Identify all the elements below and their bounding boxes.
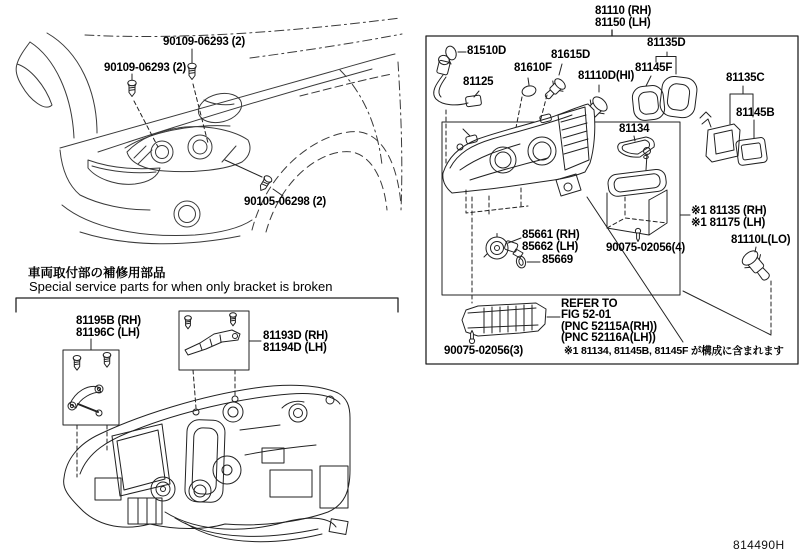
label-85661-85662 xyxy=(522,230,579,253)
label-81135c: 81135C xyxy=(726,72,765,84)
label-81195b-81196c xyxy=(76,316,141,339)
label-85661: 85661 (RH) xyxy=(522,229,580,241)
label-81135d: 81135D xyxy=(647,37,686,49)
label-81135-rh: ※1 81135 (RH) xyxy=(691,205,767,217)
refer-note-line4: (PNC 52116A(LH)) xyxy=(561,332,656,345)
refer-bumper-bracket xyxy=(462,197,560,344)
service-heading-en: Special service parts for when only bracket is broken xyxy=(29,279,333,294)
part-81135-leveling-unit xyxy=(607,148,690,242)
label-screw-90109-top: 90109-06293 (2) xyxy=(163,36,246,48)
label-81193d-81194d xyxy=(263,331,328,354)
label-85662: 85662 (LH) xyxy=(522,240,579,253)
label-81145b: 81145B xyxy=(736,107,775,119)
label-81196c: 81196C (LH) xyxy=(76,326,140,339)
label-81110-rh: 81110 (RH) xyxy=(595,5,652,17)
refer-note-block xyxy=(561,299,657,345)
headlamp-front-view xyxy=(443,104,595,216)
label-81610f: 81610F xyxy=(514,62,552,74)
label-85669: 85669 xyxy=(542,254,573,266)
service-parts-section xyxy=(16,298,398,542)
label-81193d: 81193D (RH) xyxy=(263,330,328,342)
label-81175-lh: ※1 81175 (LH) xyxy=(691,216,766,229)
refer-note-line2: FIG 52-01 xyxy=(561,309,611,322)
label-assembly-title xyxy=(595,6,651,29)
figure-code: 814490H xyxy=(733,538,785,552)
label-screw-90109-left: 90109-06293 (2) xyxy=(104,62,187,74)
car-headlamp-sketch xyxy=(125,126,250,172)
label-screw-90105: 90105-06298 (2) xyxy=(244,196,327,208)
headlamp-rear-view xyxy=(64,385,350,541)
part-81510d-socket xyxy=(444,45,466,64)
refer-note-line1: REFER TO xyxy=(561,298,618,310)
label-81110l-lo: 81110L(LO) xyxy=(731,234,791,246)
label-81615d: 81615D xyxy=(551,49,591,61)
label-81110d-hi: 81110D(HI) xyxy=(578,70,635,82)
label-81145f: 81145F xyxy=(635,62,673,74)
label-90075-02056-3: 90075-02056(3) xyxy=(444,345,524,357)
refer-note-line3: (PNC 52115A(RH)) xyxy=(561,320,657,333)
label-81510d: 81510D xyxy=(467,45,507,57)
car-front-sketch xyxy=(16,18,402,244)
label-81125: 81125 xyxy=(463,76,494,88)
label-81150-lh: 81150 (LH) xyxy=(595,16,651,29)
label-81195b: 81195B (RH) xyxy=(76,315,141,327)
label-81134: 81134 xyxy=(619,123,650,135)
label-81194d: 81194D (LH) xyxy=(263,341,327,354)
label-90075-02056-4: 90075-02056(4) xyxy=(606,242,686,254)
part-81135c-81145b-retainers xyxy=(700,86,768,166)
label-81135-81175-unit xyxy=(691,206,766,229)
footnote-composition: ※1 81134, 81145B, 81145F が構成に含まれます xyxy=(564,345,784,357)
service-heading-jp: 車両取付部の補修用部品 xyxy=(28,266,166,280)
